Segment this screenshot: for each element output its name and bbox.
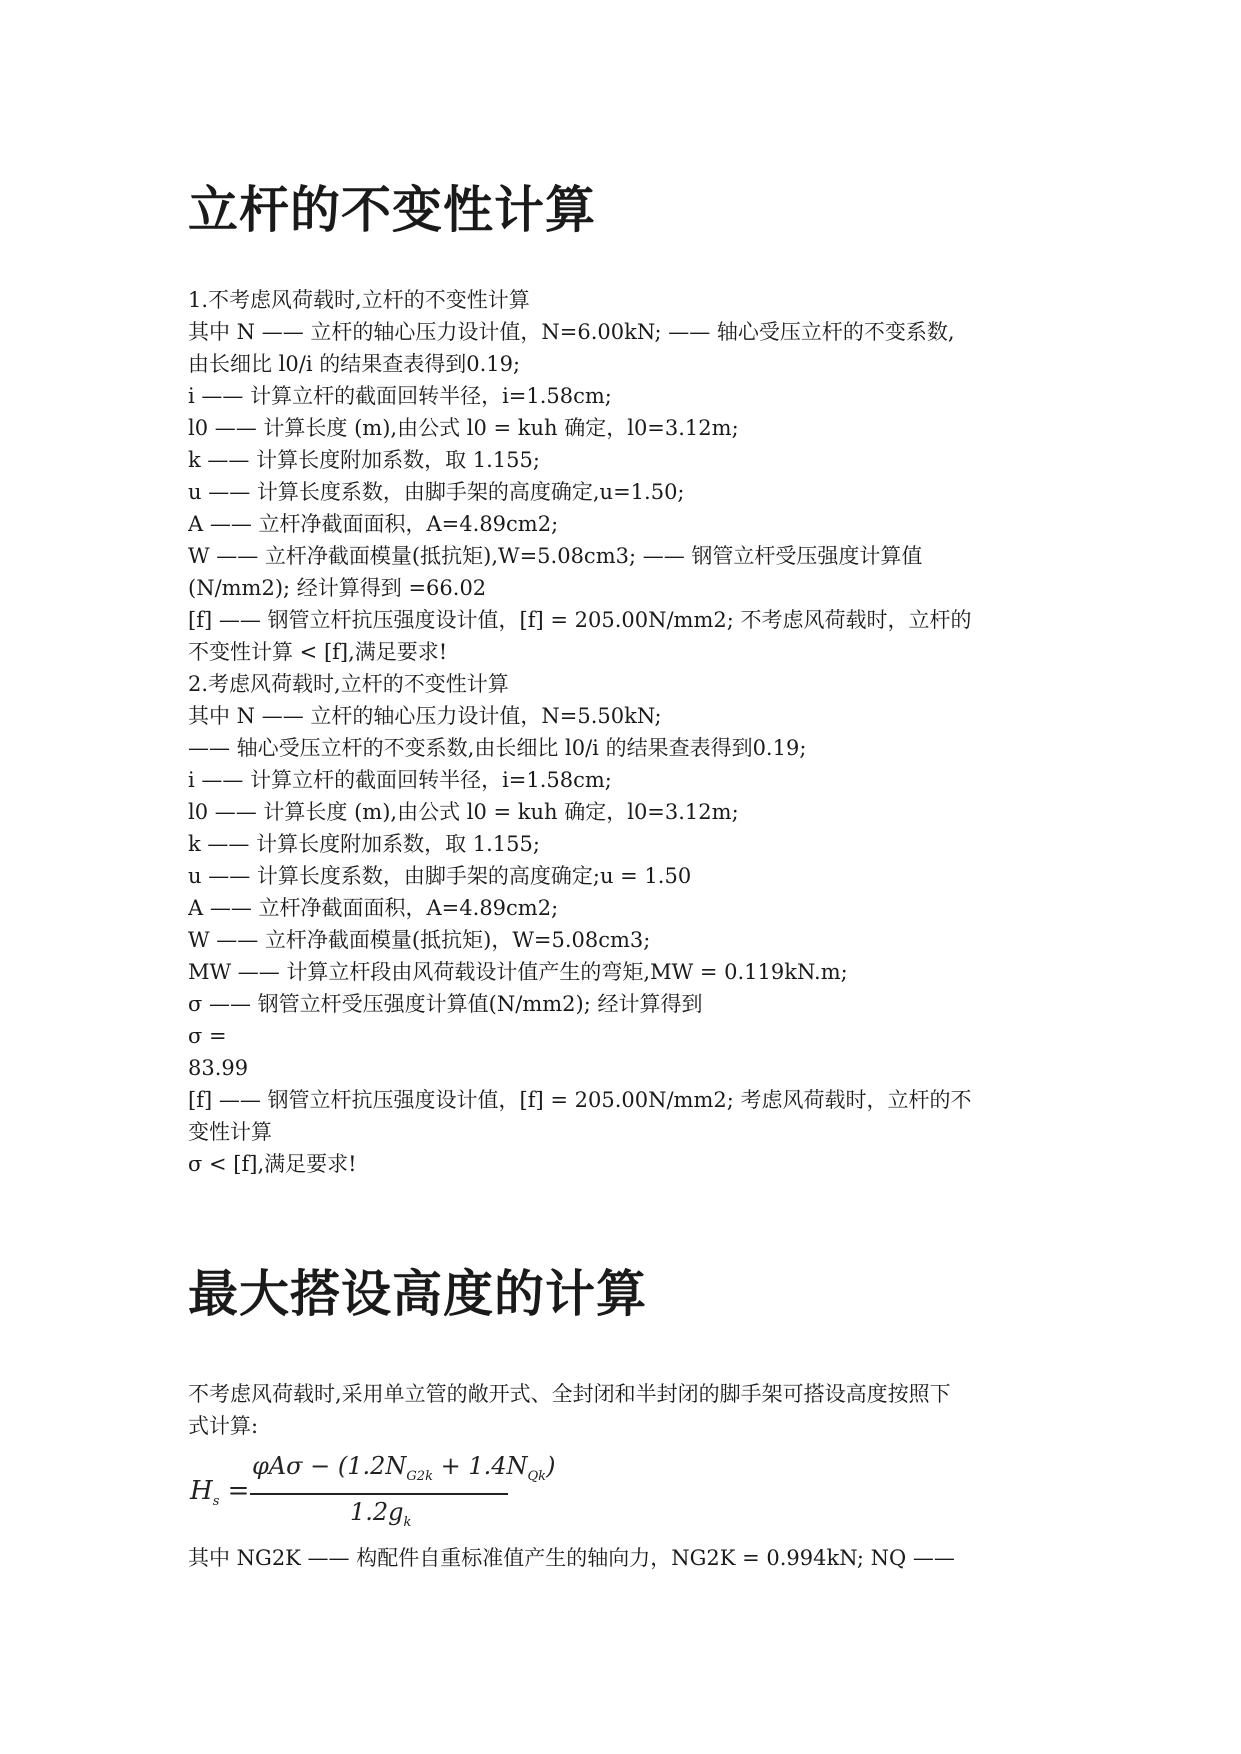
body-line: W —— 立杆净截面模量(抵抗矩),W=5.08cm3; —— 钢管立杆受压强度计算值 — [188, 544, 923, 568]
body-line: —— 轴心受压立杆的不变系数,由长细比 l0/i 的结果查表得到0.19; — [188, 736, 807, 760]
body-line: [f] —— 钢管立杆抗压强度设计值，[f] = 205.00N/mm2; 考虑风荷载时，立杆的不 — [188, 1088, 972, 1112]
body-line: A —— 立杆净截面面积，A=4.89cm2; — [188, 512, 559, 536]
body-line: A —— 立杆净截面面积，A=4.89cm2; — [188, 896, 559, 920]
body-line: 2.考虑风荷载时,立杆的不变性计算 — [188, 672, 509, 696]
section-title-stability: 立杆的不变性计算 — [188, 181, 596, 239]
body-line: i —— 计算立杆的截面回转半径，i=1.58cm; — [188, 768, 612, 792]
body-line: 不变性计算 < [f],满足要求! — [188, 640, 448, 664]
body-line: W —— 立杆净截面模量(抵抗矩)，W=5.08cm3; — [188, 928, 651, 952]
body-line: k —— 计算长度附加系数，取 1.155; — [188, 448, 540, 472]
body-line: 83.99 — [188, 1056, 249, 1080]
body-line: σ = — [188, 1024, 227, 1048]
body-line: l0 —— 计算长度 (m),由公式 l0 = kuh 确定，l0=3.12m; — [188, 800, 739, 824]
body-line: (N/mm2); 经计算得到 =66.02 — [188, 576, 487, 600]
formula-lhs: $H_s$ = — [190, 1476, 250, 1510]
body-line: 其中 N —— 立杆的轴心压力设计值，N=6.00kN; —— 轴心受压立杆的不变系数, — [188, 320, 955, 344]
body-line: 其中 N —— 立杆的轴心压力设计值，N=5.50kN; — [188, 704, 662, 728]
body-line: 不考虑风荷载时,采用单立管的敞开式、全封闭和半封闭的脚手架可搭设高度按照下 — [188, 1382, 951, 1406]
body-line: σ < [f],满足要求! — [188, 1152, 357, 1176]
section-title-max-height: 最大搭设高度的计算 — [188, 1265, 647, 1323]
body-line: u —— 计算长度系数，由脚手架的高度确定;u = 1.50 — [188, 864, 692, 888]
body-line: 其中 NG2K —— 构配件自重标准值产生的轴向力，NG2K = 0.994kN; NQ —— — [188, 1546, 955, 1570]
body-line: 1.不考虑风荷载时,立杆的不变性计算 — [188, 288, 530, 312]
body-line: MW —— 计算立杆段由风荷载设计值产生的弯矩,MW = 0.119kN.m; — [188, 960, 848, 984]
height-formula — [190, 1452, 556, 1532]
formula-numerator: $\varphi A\sigma - (1.2N_{G2k} + 1.4N_{Qk})$ — [252, 1452, 556, 1484]
body-line: l0 —— 计算长度 (m),由公式 l0 = kuh 确定，l0=3.12m; — [188, 416, 739, 440]
body-line: k —— 计算长度附加系数，取 1.155; — [188, 832, 540, 856]
body-line: 由长细比 l0/i 的结果查表得到0.19; — [188, 352, 521, 376]
body-line: i —— 计算立杆的截面回转半径，i=1.58cm; — [188, 384, 612, 408]
formula-fraction-bar — [250, 1493, 508, 1495]
body-line: 变性计算 — [188, 1120, 272, 1144]
body-line: u —— 计算长度系数，由脚手架的高度确定,u=1.50; — [188, 480, 685, 504]
body-line: σ —— 钢管立杆受压强度计算值(N/mm2); 经计算得到 — [188, 992, 703, 1016]
body-line: 式计算: — [188, 1414, 259, 1438]
formula-denominator: $1.2g_k$ — [350, 1498, 412, 1530]
body-line: [f] —— 钢管立杆抗压强度设计值，[f] = 205.00N/mm2; 不考虑风荷载时，立杆的 — [188, 608, 972, 632]
